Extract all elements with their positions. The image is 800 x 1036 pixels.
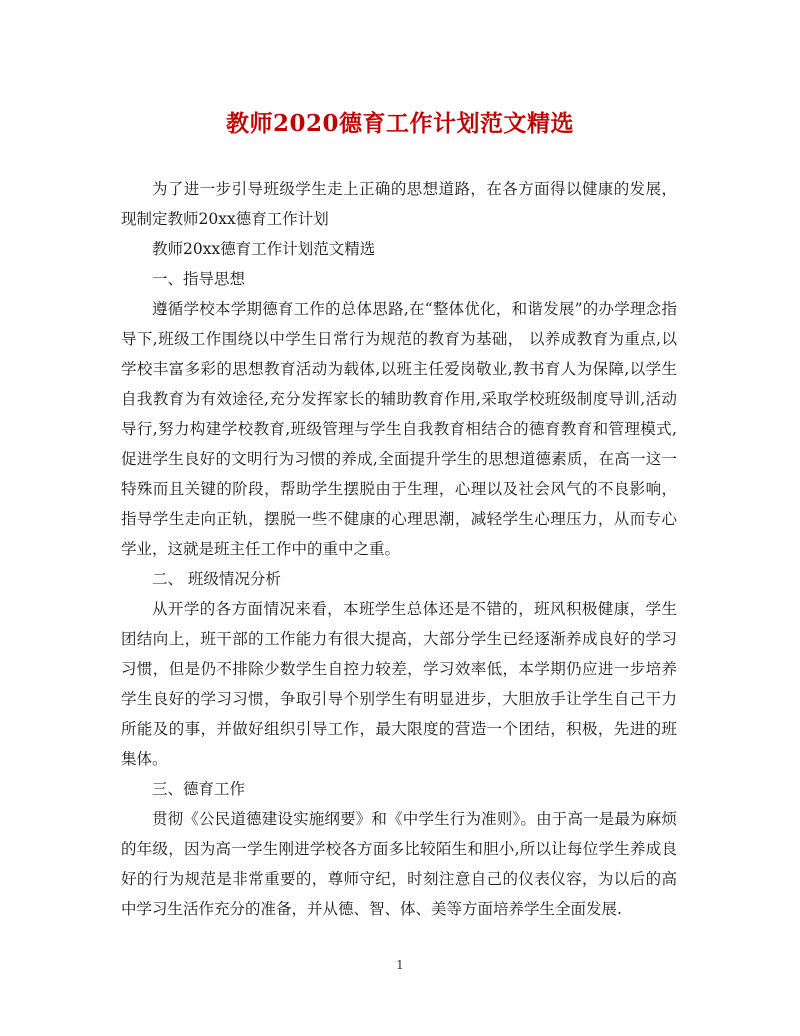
document-title: 教师2020德育工作计划范文精选 <box>225 110 574 137</box>
section-text-guiding-thought: 遵循学校本学期德育工作的总体思路,在“整体优化，和谐发展”的办学理念指导下,班级工作围绕以中学生日常行为规范的教育为基础， 以养成教育为重点,以学校丰富多彩的思想教育活动为载体,以班主任爱岗敬业,教书育人为保障,以学生自我教育为有效途径,充分发挥家长的辅助教育作用,采取学校班级制度导训,活动导行,努力构建学校教育,班级管理与学生自我教育相结合的德育教育和管理模式,促进学生良好的文明行为习惯的养成,全面提升学生的思想道德素质，在高一这一特殊而且关键的阶段，帮助学生摆脱由于生理，心理以及社会风气的不良影响，指导学生走向正轨，摆脱一些不健康的心理思潮，减轻学生心理压力，从而专心学业，这就是班主任工作中的重中之重。 <box>121 300 677 558</box>
section-text-class-analysis: 从开学的各方面情况来看，本班学生总体还是不错的，班风积极健康，学生团结向上，班干部的工作能力有很大提高，大部分学生已经逐渐养成良好的学习习惯，但是仍不排除少数学生自控力较差，学习效率低，本学期仍应进一步培养学生良好的学习习惯，争取引导个别学生有明显进步，大胆放手让学生自己干力所能及的事，并做好组织引导工作，最大限度的营造一个团结，积极，先进的班集体。 <box>121 600 677 768</box>
page-number: 1 <box>396 958 404 972</box>
intro-paragraph: 为了进一步引导班级学生走上正确的思想道路，在各方面得以健康的发展，现制定教师20xx德育工作计划 <box>121 180 677 228</box>
section-text-moral-work: 贯彻《公民道德建设实施纲要》和《中学生行为准则》。由于高一是最为麻烦的年级，因为高一学生刚进学校各方面多比较陌生和胆小,所以让每位学生养成良好的行为规范是非常重要的，尊师守纪，时刻注意自己的仪表仪容，为以后的高中学习生活作充分的准备，并从德、智、体、美等方面培养学生全面发展. <box>121 810 677 918</box>
section-heading-guiding-thought: 一、指导思想 <box>152 270 246 288</box>
document-body <box>121 174 677 924</box>
section-heading-class-analysis: 二、 班级情况分析 <box>152 570 281 588</box>
document-subtitle: 教师20xx德育工作计划范文精选 <box>152 240 376 258</box>
section-heading-moral-work: 三、德育工作 <box>152 780 246 798</box>
